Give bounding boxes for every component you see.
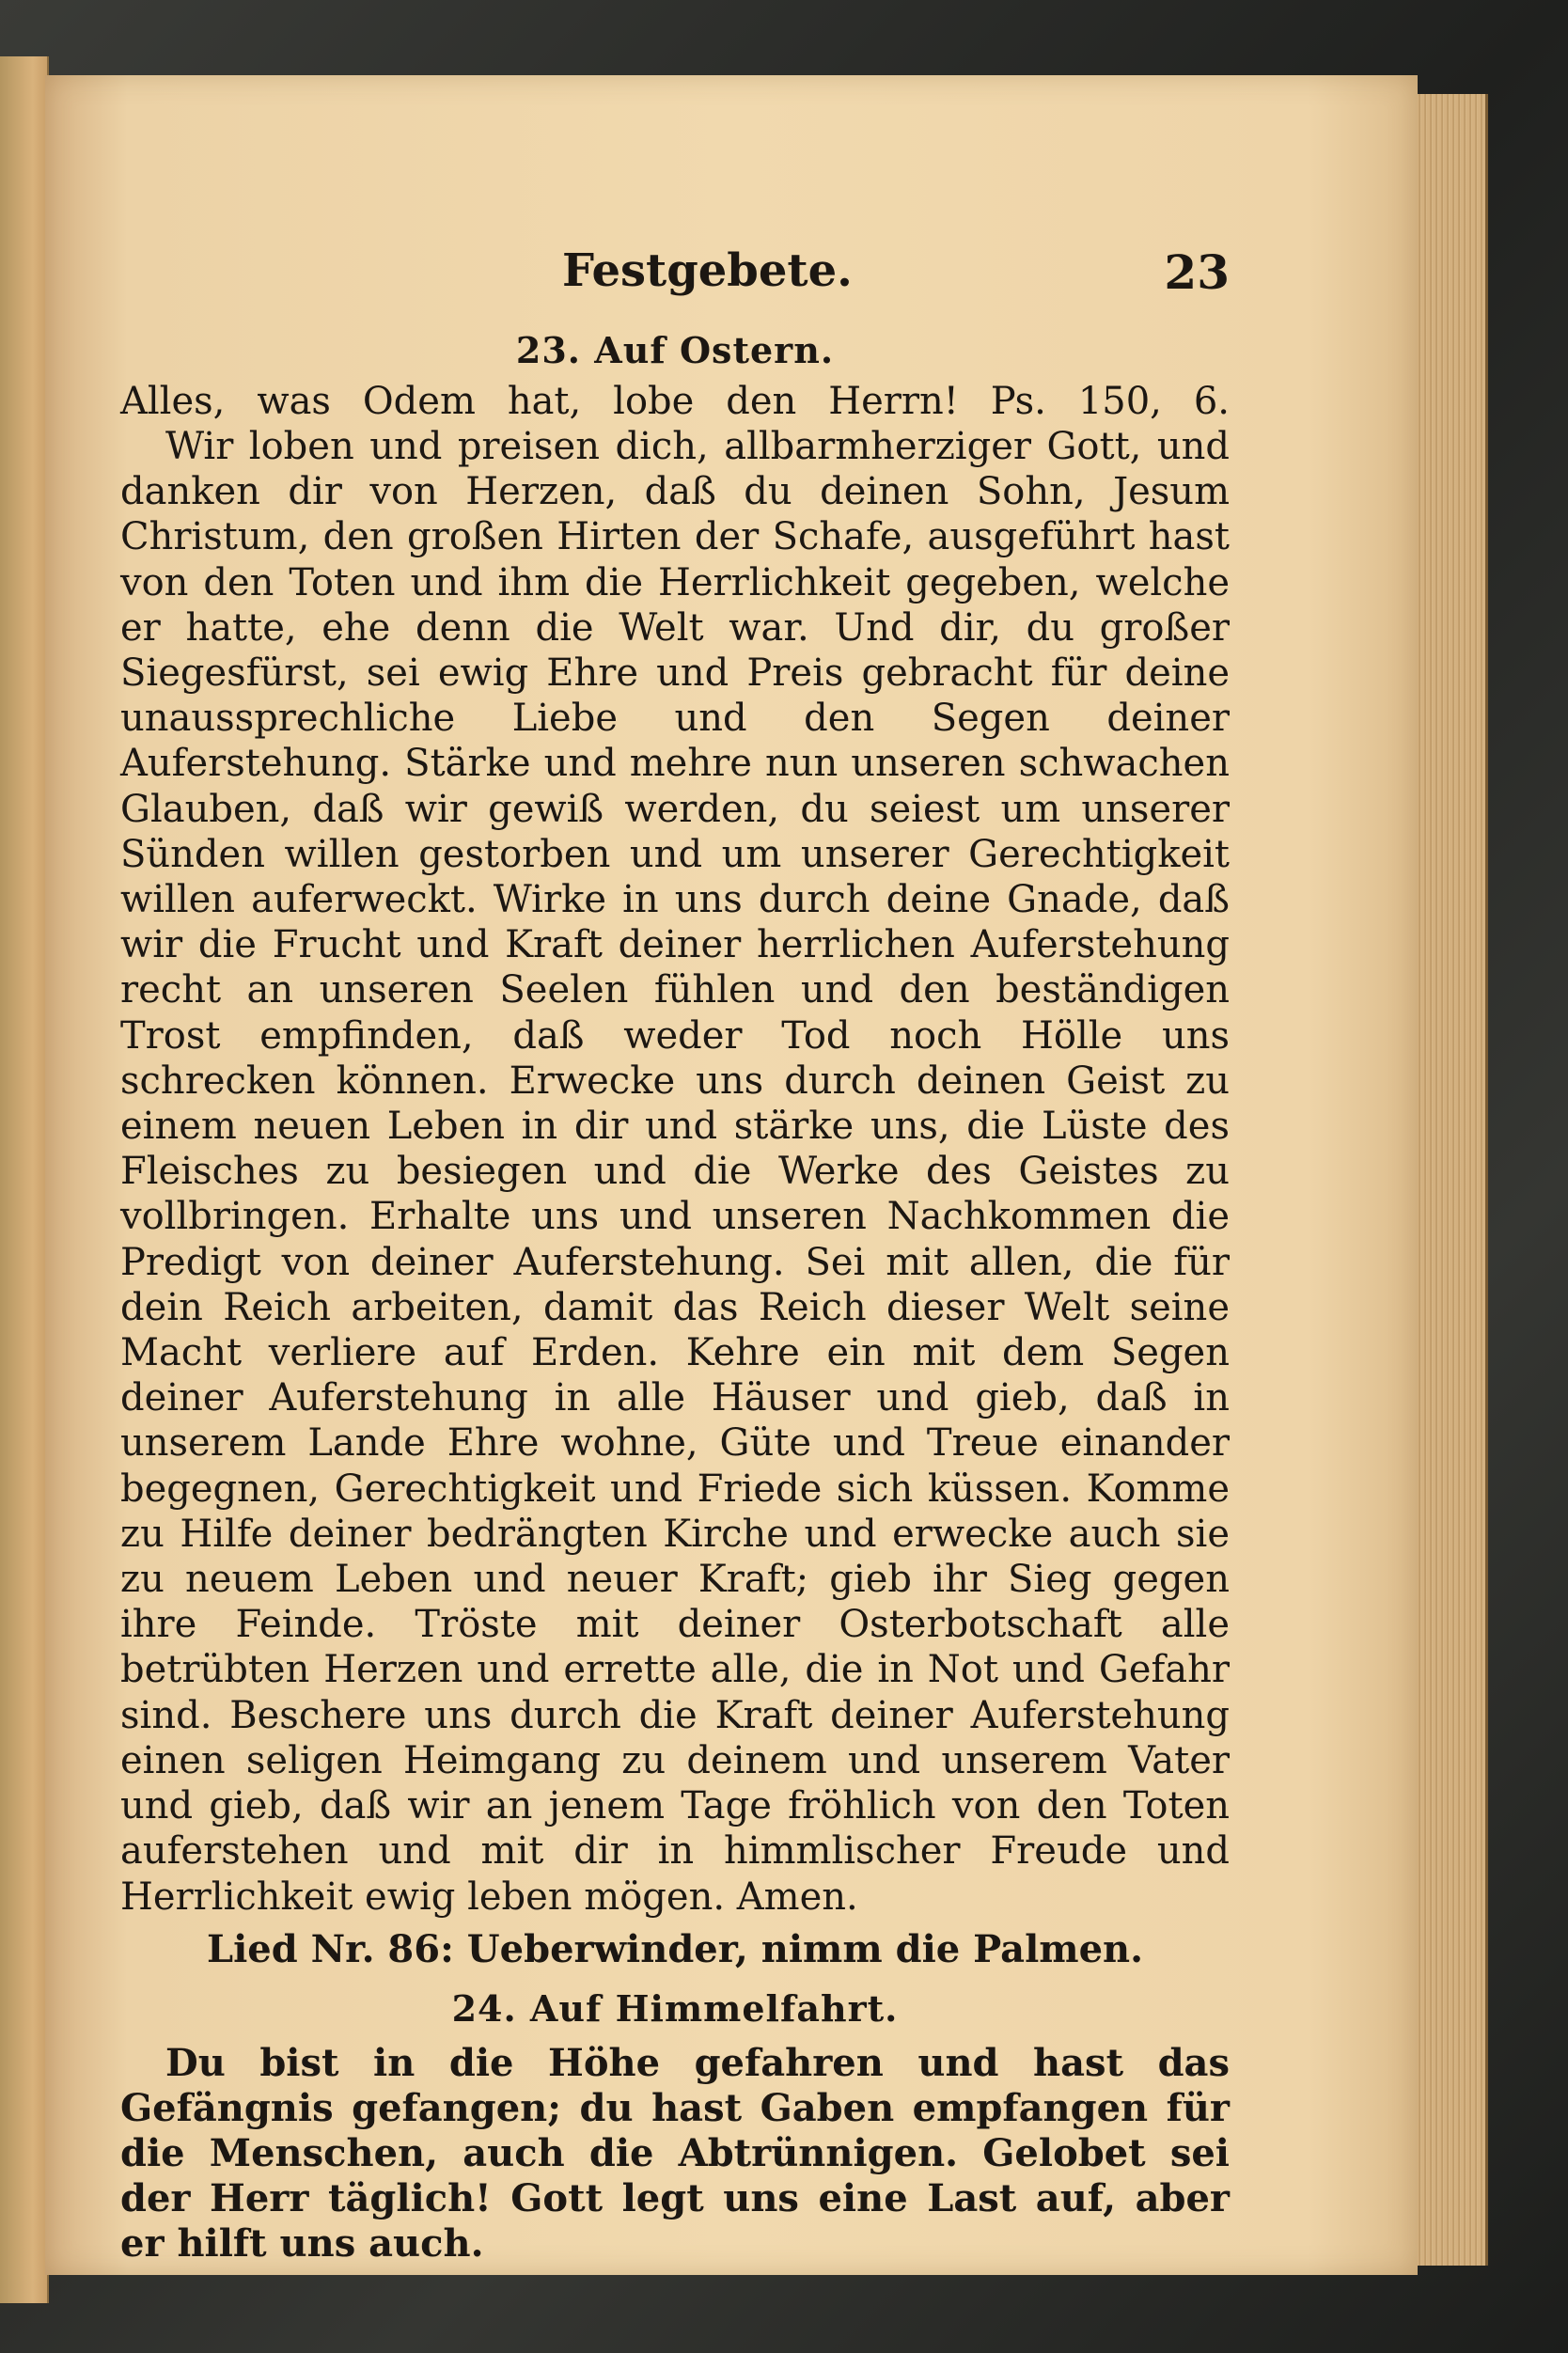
prayer-ascension: Du bist in die Höhe gefahren und hast das Gefängnis gefangen; du hast Gaben empfangen für die Menschen, auch die Abtrünnigen. Gelobet sei der Herr täglich! Gott legt uns eine Last auf, aber er hilft uns auch. (120, 2040, 1230, 2266)
page-header (120, 244, 1230, 329)
section-title-ascension: 24. Auf Himmelfahrt. (451, 1986, 899, 2030)
hymn-reference: Lied Nr. 86: Ueberwinder, nimm die Palmen. (206, 1926, 1144, 1971)
page-fore-edge (1410, 94, 1488, 2266)
section-title-easter: 23. Auf Ostern. (515, 329, 835, 371)
running-head: Festgebete. (562, 244, 853, 297)
prayer-easter: Wir loben und preisen dich, allbarmherziger Gott, und danken dir von Herzen, daß du deinen Sohn, Jesum Christum, den großen Hirten der Schafe, ausgeführt hast von den Toten und ihm die Herrlichkeit gegeben, welche er hatte, ehe denn die Welt war. Und dir, du großer Siegesfürst, sei ewig Ehre und Preis gebracht für deine unaussprechliche Liebe und den Segen deiner Auferstehung. Stärke und mehre nun unseren schwachen Glauben, daß wir gewiß werden, du seiest um unserer Sünden willen gestorben und um unserer Gerechtigkeit willen auferweckt. Wirke in uns durch deine Gnade, daß wir die Frucht und Kraft deiner herrlichen Auferstehung recht an unseren Seelen fühlen und den beständigen Trost empfinden, daß weder Tod noch Hölle uns schrecken können. Erwecke uns durch deinen Geist zu einem neuen Leben in dir und stärke uns, die Lüste des Fleisches zu besiegen und die Werke des Geistes zu vollbringen. Erhalte uns und unseren Nachkommen die Predigt von deiner Auferstehung. Sei mit allen, die für dein Reich arbeiten, damit das Reich dieser Welt seine Macht verliere auf Erden. Kehre ein mit dem Segen deiner Auferstehung in alle Häuser und gieb, daß in unserem Lande Ehre wohne, Güte und Treue einander begegnen, Gerechtigkeit und Friede sich küssen. Komme zu Hilfe deiner bedrängten Kirche und erwecke auch sie zu neuem Leben und neuer Kraft; gieb ihr Sieg gegen ihre Feinde. Tröste mit deiner Osterbotschaft alle betrübten Herzen und errette alle, die in Not und Gefahr sind. Beschere uns durch die Kraft deiner Auferstehung einen seligen Heimgang zu deinem und unserem Vater und gieb, daß wir an jenem Tage fröhlich von den Toten auferstehen und mit dir in himmlischer Freude und Herrlichkeit ewig leben mögen. Amen. (120, 425, 1230, 1919)
page-number: 23 (1164, 244, 1230, 300)
previous-page-edge (0, 56, 49, 2303)
text-block (120, 244, 1230, 2267)
epigraph-psalm: Alles, was Odem hat, lobe den Herrn! Ps. 150, 6. (120, 380, 1230, 423)
book-page (45, 75, 1418, 2275)
